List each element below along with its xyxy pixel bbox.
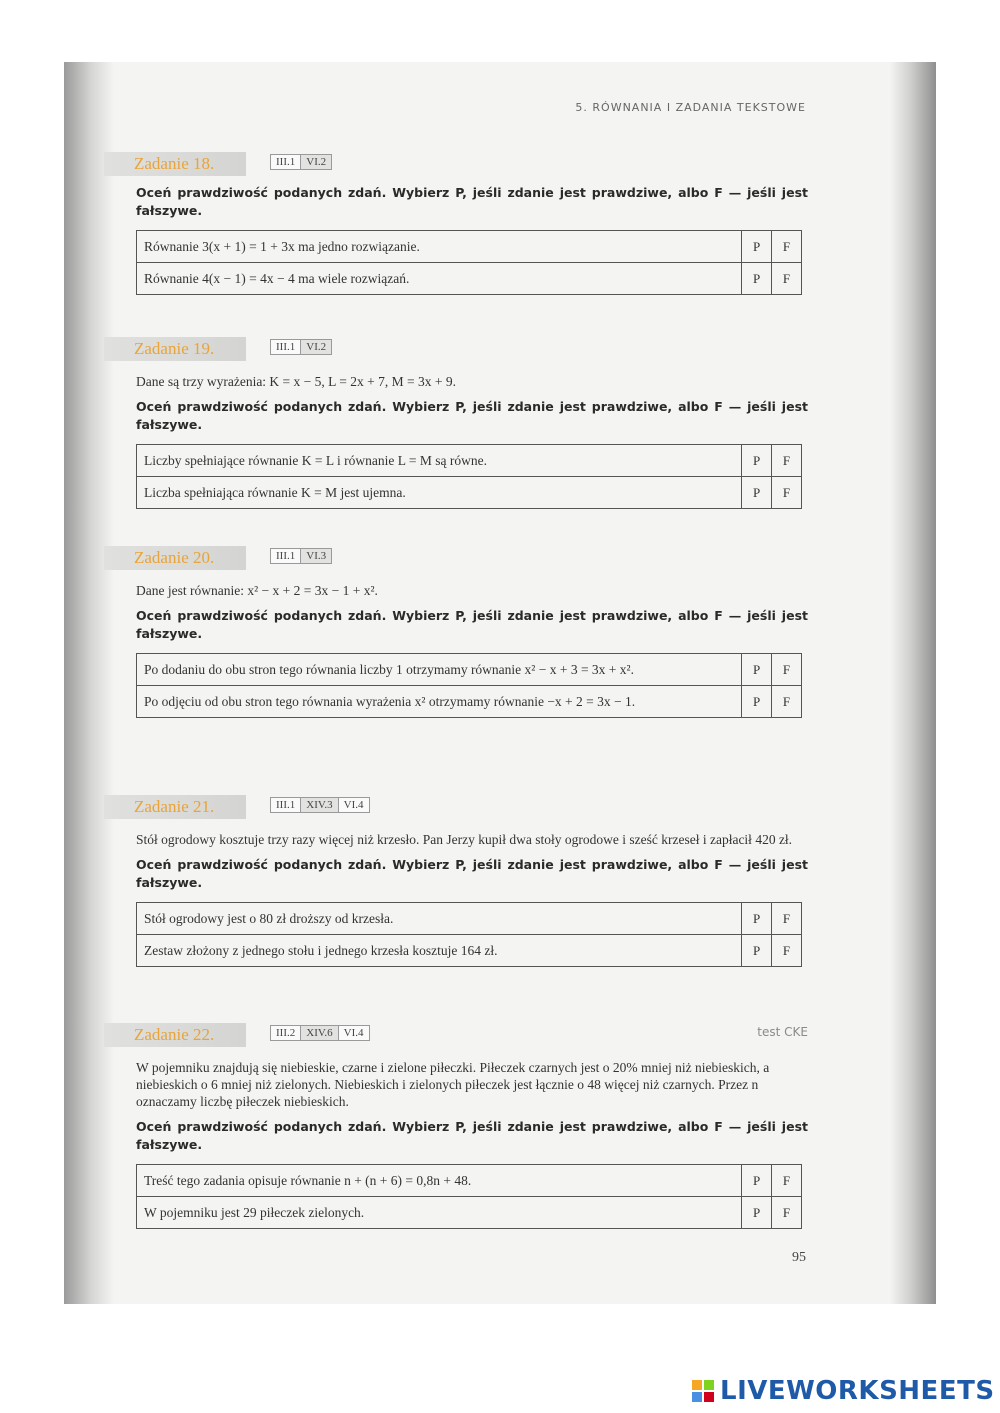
curriculum-code: III.2 (270, 1025, 301, 1041)
answer-f-option[interactable]: F (772, 654, 802, 686)
statement-text: Równanie 3(x + 1) = 1 + 3x ma jedno rozwiązanie. (137, 231, 742, 263)
statement-row (137, 686, 802, 718)
curriculum-code: VI.3 (300, 548, 332, 564)
curriculum-codes (270, 797, 369, 813)
true-false-table (136, 1164, 802, 1229)
logo-square (704, 1392, 714, 1402)
true-false-table (136, 444, 802, 509)
task-intro: Dane jest równanie: x² − x + 2 = 3x − 1 + x². (136, 583, 378, 598)
statement-text: Równanie 4(x − 1) = 4x − 4 ma wiele rozwiązań. (137, 263, 742, 295)
task-header (104, 795, 808, 819)
answer-f-option[interactable]: F (772, 231, 802, 263)
statement-text: Liczby spełniające równanie K = L i równanie L = M są równe. (137, 445, 742, 477)
statement-text: W pojemniku jest 29 piłeczek zielonych. (137, 1197, 742, 1229)
task-header (104, 546, 808, 570)
statement-text: Treść tego zadania opisuje równanie n + (n + 6) = 0,8n + 48. (137, 1165, 742, 1197)
statement-row (137, 445, 802, 477)
task-header (104, 152, 808, 176)
true-false-table (136, 902, 802, 967)
statement-text: Stół ogrodowy jest o 80 zł droższy od krzesła. (137, 903, 742, 935)
task-21 (104, 795, 808, 967)
statement-row (137, 903, 802, 935)
task-instruction: Oceń prawdziwość podanych zdań. Wybierz P, jeśli zdanie jest prawdziwe, albo F — jeśli jest fałszywe. (136, 857, 808, 890)
answer-p-option[interactable]: P (742, 445, 772, 477)
task-instruction: Oceń prawdziwość podanych zdań. Wybierz P, jeśli zdanie jest prawdziwe, albo F — jeśli jest fałszywe. (136, 399, 808, 432)
true-false-table (136, 653, 802, 718)
answer-f-option[interactable]: F (772, 477, 802, 509)
answer-f-option[interactable]: F (772, 903, 802, 935)
task-20 (104, 546, 808, 718)
task-title: Zadanie 22. (134, 1025, 215, 1044)
task-header (104, 1023, 808, 1047)
task-instruction: Oceń prawdziwość podanych zdań. Wybierz P, jeśli zdanie jest prawdziwe, albo F — jeśli jest fałszywe. (136, 1119, 808, 1152)
statement-text: Po dodaniu do obu stron tego równania liczby 1 otrzymamy równanie x² − x + 3 = 3x + x². (137, 654, 742, 686)
statement-row (137, 1165, 802, 1197)
answer-f-option[interactable]: F (772, 263, 802, 295)
curriculum-codes (270, 339, 331, 355)
task-source: test CKE (757, 1025, 808, 1039)
curriculum-codes (270, 1025, 369, 1041)
curriculum-codes (270, 548, 331, 564)
answer-f-option[interactable]: F (772, 445, 802, 477)
answer-f-option[interactable]: F (772, 686, 802, 718)
answer-f-option[interactable]: F (772, 1197, 802, 1229)
answer-p-option[interactable]: P (742, 1197, 772, 1229)
statement-text: Zestaw złożony z jednego stołu i jednego krzesła kosztuje 164 zł. (137, 935, 742, 967)
statement-text: Liczba spełniająca równanie K = M jest ujemna. (137, 477, 742, 509)
task-title: Zadanie 18. (134, 154, 215, 173)
page-shadow-right (890, 62, 936, 1304)
task-title: Zadanie 20. (134, 548, 215, 567)
task-title: Zadanie 19. (134, 339, 215, 358)
logo-square (704, 1380, 714, 1390)
statement-row (137, 654, 802, 686)
curriculum-codes (270, 154, 331, 170)
logo-square (692, 1380, 702, 1390)
answer-p-option[interactable]: P (742, 935, 772, 967)
task-19 (104, 337, 808, 509)
curriculum-code: III.1 (270, 797, 301, 813)
answer-p-option[interactable]: P (742, 477, 772, 509)
liveworksheets-logo-icon (692, 1380, 714, 1402)
running-title: 5. RÓWNANIA I ZADANIA TEKSTOWE (575, 101, 806, 114)
task-instruction: Oceń prawdziwość podanych zdań. Wybierz P, jeśli zdanie jest prawdziwe, albo F — jeśli jest fałszywe. (136, 608, 808, 641)
statement-row (137, 231, 802, 263)
true-false-table (136, 230, 802, 295)
task-18 (104, 152, 808, 295)
watermark-text: LIVEWORKSHEETS (720, 1376, 995, 1406)
curriculum-code: VI.2 (300, 154, 332, 170)
answer-p-option[interactable]: P (742, 654, 772, 686)
task-22 (104, 1023, 808, 1229)
curriculum-code: III.1 (270, 548, 301, 564)
answer-p-option[interactable]: P (742, 231, 772, 263)
curriculum-code: III.1 (270, 154, 301, 170)
curriculum-code: XIV.6 (300, 1025, 338, 1041)
task-title: Zadanie 21. (134, 797, 215, 816)
statement-row (137, 477, 802, 509)
task-intro: Stół ogrodowy kosztuje trzy razy więcej niż krzesło. Pan Jerzy kupił dwa stoły ogrodowe i sześć krzeseł i zapłacił 420 zł. (136, 832, 793, 847)
task-intro: Dane są trzy wyrażenia: K = x − 5, L = 2x + 7, M = 3x + 9. (136, 374, 456, 389)
liveworksheets-watermark (692, 1376, 995, 1406)
answer-f-option[interactable]: F (772, 935, 802, 967)
curriculum-code: VI.4 (338, 797, 370, 813)
curriculum-code: III.1 (270, 339, 301, 355)
task-instruction: Oceń prawdziwość podanych zdań. Wybierz P, jeśli zdanie jest prawdziwe, albo F — jeśli jest fałszywe. (136, 185, 808, 218)
curriculum-code: VI.4 (338, 1025, 370, 1041)
statement-row (137, 263, 802, 295)
answer-p-option[interactable]: P (742, 1165, 772, 1197)
statement-text: Po odjęciu od obu stron tego równania wyrażenia x² otrzymamy równanie −x + 2 = 3x − 1. (137, 686, 742, 718)
page-number: 95 (792, 1250, 806, 1265)
task-intro: W pojemniku znajdują się niebieskie, czarne i zielone piłeczki. Piłeczek czarnych jest o 20% mniej niż niebieskich, a niebieskich o 6 mniej niż zielonych. Niebieskich i zielonych piłeczek jest łącznie o 48 więcej niż czarnych. Przez n oznaczamy liczbę piłeczek niebieskich. (136, 1060, 770, 1109)
statement-row (137, 1197, 802, 1229)
answer-f-option[interactable]: F (772, 1165, 802, 1197)
answer-p-option[interactable]: P (742, 686, 772, 718)
curriculum-code: XIV.3 (300, 797, 338, 813)
answer-p-option[interactable]: P (742, 263, 772, 295)
task-header (104, 337, 808, 361)
logo-square (692, 1392, 702, 1402)
statement-row (137, 935, 802, 967)
curriculum-code: VI.2 (300, 339, 332, 355)
answer-p-option[interactable]: P (742, 903, 772, 935)
